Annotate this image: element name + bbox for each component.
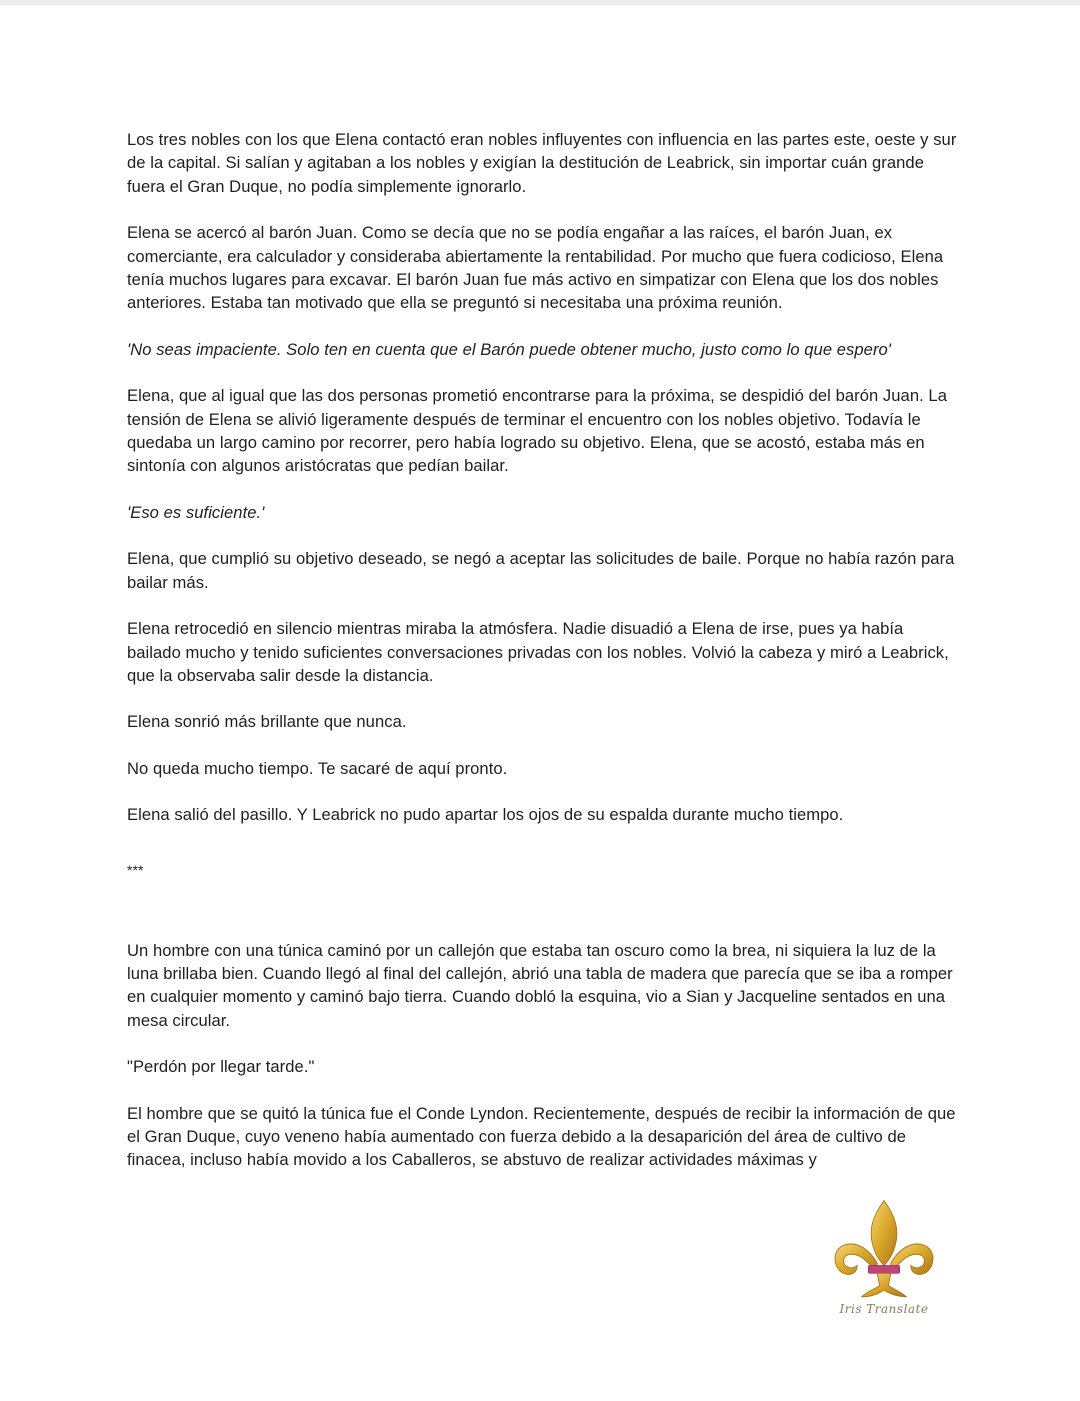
paragraph: "Perdón por llegar tarde.": [127, 1057, 315, 1077]
paragraph: Elena, que cumplió su objetivo deseado, se negó a aceptar las solicitudes de baile. Porque no había razón para bailar más.: [127, 549, 955, 592]
signature: Iris Translate: [839, 1302, 929, 1316]
top-edge: [0, 0, 1080, 5]
italic-thought: 'No seas impaciente. Solo ten en cuenta que el Barón puede obtener mucho, justo como lo que espero': [127, 339, 892, 359]
paragraph: No queda mucho tiempo. Te sacaré de aquí pronto.: [127, 758, 508, 778]
paragraph: Un hombre con una túnica caminó por un callejón que estaba tan oscuro como la brea, ni siquiera la luz de la luna brillaba bien. Cuando llegó al final del callejón, abrió una tabla de madera que parecía que se iba a romper en cualquier momento y caminó bajo tierra. Cuando dobló la esquina, vio a Sian y Jacqueline sentados en una mesa circular.: [127, 940, 953, 1030]
italic-thought: 'Eso es suficiente.': [127, 502, 265, 522]
paragraph: Elena salió del pasillo. Y Leabrick no pudo apartar los ojos de su espalda durante mucho tiempo.: [127, 805, 844, 825]
paragraph: Los tres nobles con los que Elena contactó eran nobles influyentes con influencia en las partes este, oeste y sur de la capital. Si salían y agitaban a los nobles y exigían la destitución de Leabrick, sin importar cuán grande fuera el Gran Duque, no podía simplemente ignorarlo.: [127, 130, 957, 196]
paragraph: Elena, que al igual que las dos personas prometió encontrarse para la próxima, se despidió del barón Juan. La tensión de Elena se alivió ligeramente después de terminar el encuentro con los nobles objetivo. Todavía le quedaba un largo camino por recorrer, pero había logrado su objetivo. Elena, que se acostó, estaba más en sintonía con algunos aristócratas que pedían bailar.: [127, 386, 947, 476]
paragraph: El hombre que se quitó la túnica fue el Conde Lyndon. Recientemente, después de recibir la información de que el Gran Duque, cuyo veneno había aumentado con fuerza debido a la desaparición del área de cultivo de finacea, incluso había movido a los Caballeros, se abstuvo de realizar actividades máximas y: [127, 1103, 956, 1170]
paragraph: Elena sonrió más brillante que nunca.: [127, 712, 407, 732]
scene-separator: ***: [127, 861, 144, 878]
paragraph: Elena se acercó al barón Juan. Como se decía que no se podía engañar a las raíces, el barón Juan, ex comerciante, era calculador y consideraba abiertamente la rentabilidad. Por mucho que fuera codicioso, Elena tenía muchos lugares para excavar. El barón Juan fue más activo en simpatizar con Elena que los dos nobles anteriores. Estaba tan motivado que ella se preguntó si necesitaba una próxima reunión.: [127, 223, 944, 313]
paragraph: Elena retrocedió en silencio mientras miraba la atmósfera. Nadie disuadió a Elena de irse, pues ya había bailado mucho y tenido suficientes conversaciones privadas con los nobles. Volvió la cabeza y miró a Leabrick, que la observaba salir desde la distancia.: [127, 619, 949, 685]
document-body: [127, 128, 957, 1195]
